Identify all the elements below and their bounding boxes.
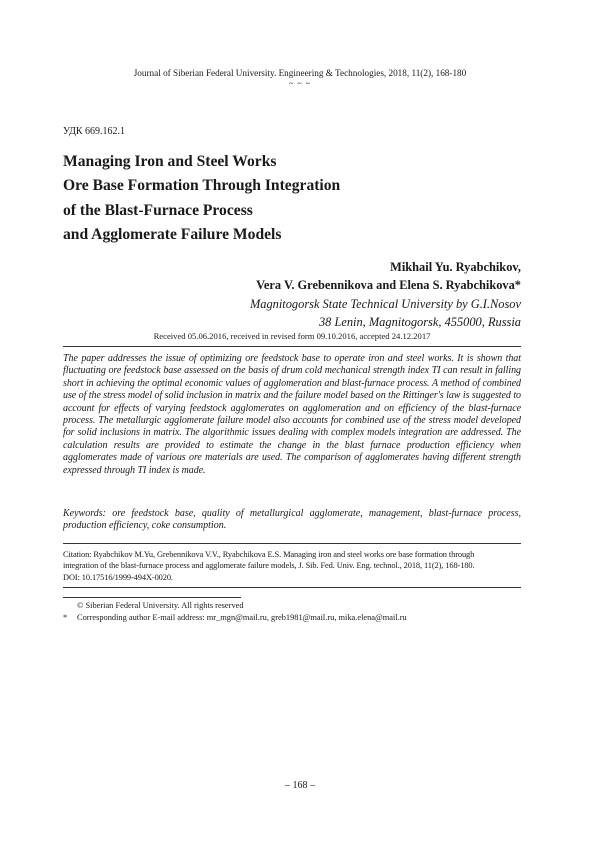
footnote-mark: * <box>63 612 68 622</box>
footnotes <box>63 600 521 623</box>
divider <box>63 543 521 544</box>
citation-line: integration of the blast-furnace process and agglomerate failure models, J. Sib. Fed. Univ. Eng. technol., 2018, 11(2), 168-180. <box>63 561 475 571</box>
affiliation: Magnitogorsk State Technical University by G.I.Nosov <box>249 296 521 311</box>
journal-header: Journal of Siberian Federal University. Engineering & Technologies, 2018, 11(2), 168-180 <box>133 68 467 78</box>
udk-code: УДК 669.162.1 <box>63 126 126 137</box>
citation-line: Citation: Ryabchikov M.Yu, Grebennikova V.V., Ryabchikova E.S. Managing iron and steel works ore base formation through <box>63 550 475 559</box>
title-line: Managing Iron and Steel Works <box>63 153 277 170</box>
citation <box>63 549 523 583</box>
title-line: of the Blast-Furnace Process <box>63 201 253 219</box>
corresponding-text: Corresponding author E-mail address: mr_mgn@mail.ru, greb1981@mail.ru, mika.elena@mail.ru <box>77 612 407 622</box>
divider <box>63 587 521 588</box>
article-title <box>63 150 523 247</box>
keywords: Keywords: ore feedstock base, quality of metallurgical agglomerate, management, blast-furnace process, production efficiency, coke consumption. <box>63 508 521 532</box>
author-line-1: Mikhail Yu. Ryabchikov, <box>390 260 521 274</box>
address: 38 Lenin, Magnitogorsk, 455000, Russia <box>318 315 521 330</box>
page-number: – 168 – <box>285 780 315 791</box>
author-line-2: Vera V. Grebennikova and Elena S. Ryabchikova* <box>256 278 521 293</box>
copyright-footnote <box>63 600 521 612</box>
abstract: The paper addresses the issue of optimizing ore feedstock base to operate iron and steel works. It is shown that fluctuating ore feedstock base assessed on the basis of drum cold mechanical strength index TI can result in falling short in achieving the optimal economic values of agglomeration and blast-furnace process. A method of combined use of the stress model of solid inclusion in matrix and the failure model based on the Rittinger's law is suggested to account for effects of varying feedstock agglomerates on agglomeration and on efficiency of the blast-furnace process. The metallurgic agglomerate failure model also accounts for combined use of the stress model developed for solid inclusions in matrix. The algorithmic issues dealing with complex models integration are addressed. The calculation results are provided to estimate the change in the blast furnace production efficiency when agglomerates made of various ore materials are used. The comparison of agglomerates having different strength expressed through TI index is made. <box>63 353 521 476</box>
copyright-text: © Siberian Federal University. All rights reserved <box>77 601 244 610</box>
divider <box>63 346 521 347</box>
footnote-divider <box>63 597 241 598</box>
title-line: and Agglomerate Failure Models <box>63 225 282 243</box>
corresponding-footnote <box>63 612 521 624</box>
header-ornament: ~ ~ ~ <box>289 79 311 88</box>
title-line: Ore Base Formation Through Integration <box>63 177 341 195</box>
received-dates: Received 05.06.2016, received in revised form 09.10.2016, accepted 24.12.2017 <box>153 331 431 341</box>
citation-line: DOI: 10.17516/1999-494X-0020. <box>63 572 173 582</box>
author-block <box>250 258 521 332</box>
